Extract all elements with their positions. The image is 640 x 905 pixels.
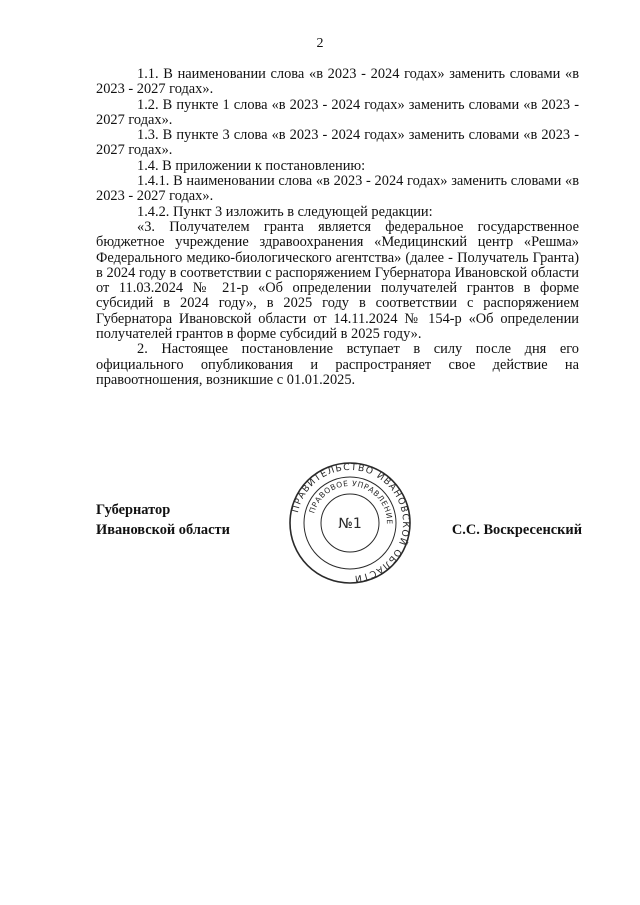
- stamp-inner-text: ПРАВОВОЕ УПРАВЛЕНИЕ: [307, 478, 395, 525]
- paragraph-quote-3: «3. Получателем гранта является федеральное государственное бюджетное учреждение здравоохранения «Медицинский центр «Решма» Федерального медико-биологического агентства» (далее - Получатель Гранта) в 2024 году в соответствии с распоряжением Губернатора Ивановской области от 11.03.2024 № 21-р «Об определении получателей грантов в форме субсидий в 2024 году», в 2025 году в соответствии с распоряжением Губернатора Ивановской области от 14.11.2024 № 154-р «Об определении получателей грантов в форме субсидий в 2025 году».: [96, 218, 579, 343]
- stamp-outer-text: ПРАВИТЕЛЬСТВО ИВАНОВСКОЙ ОБЛАСТИ: [290, 461, 412, 584]
- official-stamp: [288, 461, 412, 585]
- stamp-number: №1: [338, 516, 362, 532]
- document-body: [96, 67, 579, 388]
- signatory-title: [96, 500, 230, 540]
- paragraph-1-1: 1.1. В наименовании слова «в 2023 - 2024 годах» заменить словами «в 2023 - 2027 годах».: [96, 66, 579, 98]
- paragraph-1-3: 1.3. В пункте 3 слова «в 2023 - 2024 годах» заменить словами «в 2023 - 2027 годах».: [96, 127, 579, 159]
- paragraph-1-4-2: 1.4.2. Пункт 3 изложить в следующей редакции:: [137, 203, 433, 220]
- paragraph-1-4: 1.4. В приложении к постановлению:: [137, 157, 366, 174]
- paragraph-2: 2. Настоящее постановление вступает в силу после дня его официального опубликования и распространяет свое действие на правоотношения, возникшие с 01.01.2025.: [96, 341, 579, 388]
- signatory-title-line2: Ивановской области: [96, 522, 230, 538]
- paragraph-1-2: 1.2. В пункте 1 слова «в 2023 - 2024 годах» заменить словами «в 2023 - 2027 годах».: [96, 96, 579, 128]
- paragraph-1-4-1: 1.4.1. В наименовании слова «в 2023 - 2024 годах» заменить словами «в 2023 - 2027 годах».: [96, 173, 579, 205]
- page-number: 2: [316, 36, 324, 51]
- signatory-name: С.С. Воскресенский: [451, 522, 582, 538]
- signatory-title-line1: Губернатор: [96, 502, 171, 518]
